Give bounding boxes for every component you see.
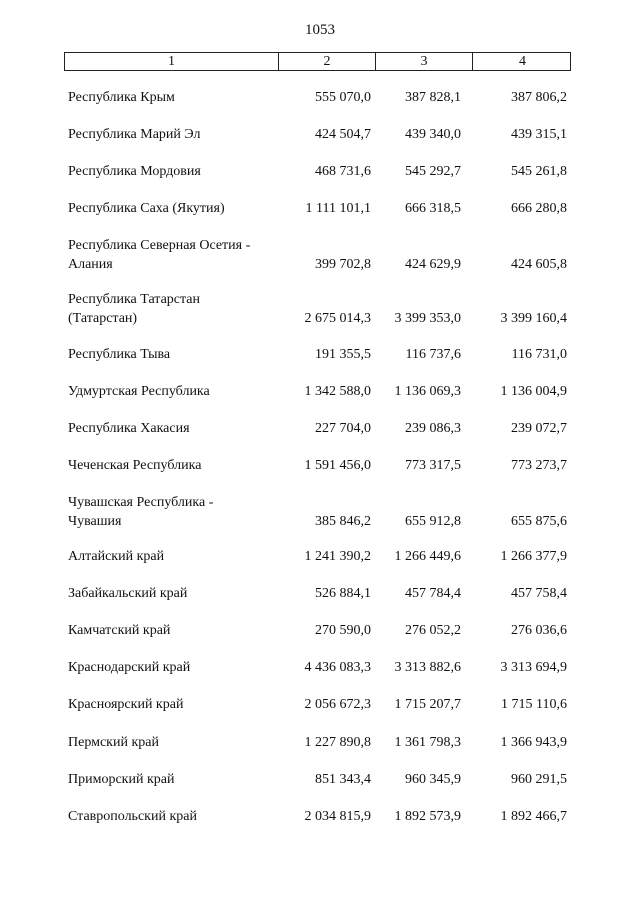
value-col-2: 468 731,6 <box>315 164 371 179</box>
value-col-2: 385 846,2 <box>315 514 371 529</box>
region-name: Чувашская Республика - Чувашия <box>68 495 214 529</box>
value-col-2: 4 436 083,3 <box>304 660 371 675</box>
value-col-2: 227 704,0 <box>315 421 371 436</box>
value-col-2: 2 056 672,3 <box>304 697 371 712</box>
value-col-3: 655 912,8 <box>405 514 461 529</box>
value-col-4: 1 366 943,9 <box>500 735 567 750</box>
value-col-3: 457 784,4 <box>405 586 461 601</box>
page-number: 1053 <box>305 22 335 38</box>
value-col-4: 545 261,8 <box>511 164 567 179</box>
column-header-2: 2 <box>278 53 375 70</box>
value-col-3: 1 361 798,3 <box>394 735 461 750</box>
region-name: Чеченская Республика <box>68 458 202 473</box>
value-col-4: 276 036,6 <box>511 623 567 638</box>
value-col-3: 387 828,1 <box>405 90 461 105</box>
value-col-2: 2 675 014,3 <box>304 311 371 326</box>
value-col-3: 424 629,9 <box>405 257 461 272</box>
region-name: Пермский край <box>68 735 159 750</box>
region-name: Алтайский край <box>68 549 165 564</box>
region-name: Республика Мордовия <box>68 164 201 179</box>
region-name: Республика Марий Эл <box>68 127 201 142</box>
value-col-4: 773 273,7 <box>511 458 567 473</box>
value-col-4: 1 136 004,9 <box>500 384 567 399</box>
value-col-2: 2 034 815,9 <box>304 809 371 824</box>
value-col-3: 239 086,3 <box>405 421 461 436</box>
value-col-3: 3 399 353,0 <box>394 311 461 326</box>
value-col-4: 424 605,8 <box>511 257 567 272</box>
value-col-4: 960 291,5 <box>511 772 567 787</box>
value-col-4: 666 280,8 <box>511 201 567 216</box>
region-name: Удмуртская Республика <box>68 384 210 399</box>
region-name: Республика Крым <box>68 90 175 105</box>
region-name: Камчатский край <box>68 623 171 638</box>
value-col-4: 655 875,6 <box>511 514 567 529</box>
value-col-2: 1 241 390,2 <box>304 549 371 564</box>
value-col-3: 1 136 069,3 <box>394 384 461 399</box>
value-col-3: 276 052,2 <box>405 623 461 638</box>
value-col-3: 1 266 449,6 <box>394 549 461 564</box>
value-col-3: 1 715 207,7 <box>394 697 461 712</box>
column-header-row <box>64 52 571 71</box>
value-col-4: 3 313 694,9 <box>500 660 567 675</box>
region-name: Республика Тыва <box>68 347 171 362</box>
value-col-2: 1 342 588,0 <box>304 384 371 399</box>
value-col-3: 545 292,7 <box>405 164 461 179</box>
value-col-4: 439 315,1 <box>511 127 567 142</box>
value-col-3: 116 737,6 <box>405 347 461 362</box>
value-col-4: 1 266 377,9 <box>500 549 567 564</box>
value-col-2: 424 504,7 <box>315 127 371 142</box>
region-name: Забайкальский край <box>68 586 188 601</box>
region-name: Республика Северная Осетия - Алания <box>68 238 251 272</box>
column-header-4: 4 <box>472 53 572 70</box>
value-col-2: 399 702,8 <box>315 257 371 272</box>
value-col-2: 191 355,5 <box>315 347 371 362</box>
value-col-2: 1 591 456,0 <box>304 458 371 473</box>
region-name: Красноярский край <box>68 697 184 712</box>
value-col-4: 1 892 466,7 <box>500 809 567 824</box>
column-header-1: 1 <box>168 54 175 69</box>
value-col-2: 270 590,0 <box>315 623 371 638</box>
region-name: Республика Татарстан (Татарстан) <box>68 292 201 326</box>
region-name: Республика Саха (Якутия) <box>68 201 225 216</box>
value-col-2: 555 070,0 <box>315 90 371 105</box>
value-col-4: 239 072,7 <box>511 421 567 436</box>
value-col-4: 1 715 110,6 <box>501 697 567 712</box>
value-col-4: 116 731,0 <box>511 347 567 362</box>
region-name: Республика Хакасия <box>68 421 190 436</box>
value-col-3: 666 318,5 <box>405 201 461 216</box>
value-col-3: 960 345,9 <box>405 772 461 787</box>
region-name: Ставропольский край <box>68 809 197 824</box>
value-col-3: 773 317,5 <box>405 458 461 473</box>
value-col-4: 457 758,4 <box>511 586 567 601</box>
column-header-3: 3 <box>375 53 472 70</box>
value-col-2: 526 884,1 <box>315 586 371 601</box>
region-name: Краснодарский край <box>68 660 191 675</box>
value-col-4: 3 399 160,4 <box>500 311 567 326</box>
value-col-3: 3 313 882,6 <box>394 660 461 675</box>
value-col-2: 1 227 890,8 <box>304 735 371 750</box>
value-col-3: 1 892 573,9 <box>394 809 461 824</box>
region-name: Приморский край <box>68 772 175 787</box>
value-col-2: 1 111 101,1 <box>305 201 371 216</box>
value-col-3: 439 340,0 <box>405 127 461 142</box>
value-col-2: 851 343,4 <box>315 772 371 787</box>
value-col-4: 387 806,2 <box>511 90 567 105</box>
